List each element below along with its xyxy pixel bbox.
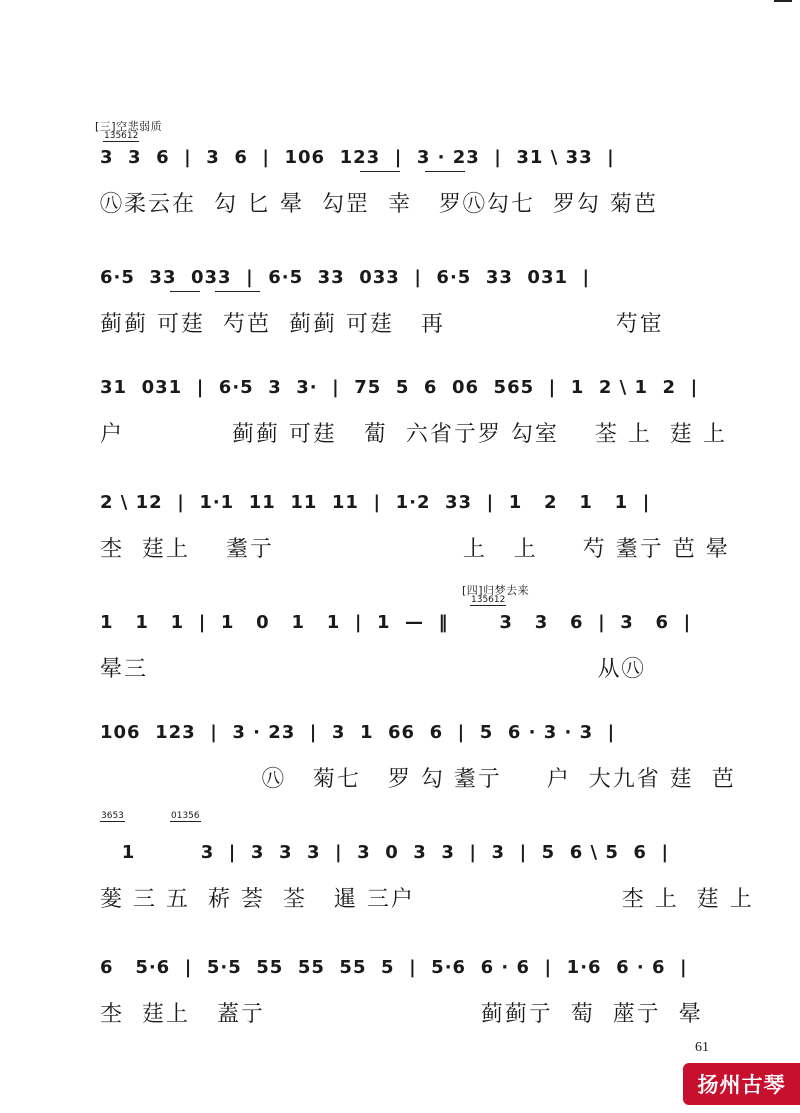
jianzipu-tablature: 杢 莛上 蓋亍 蓟蓟亍 萄 蓙亍 晕 [100,1002,703,1027]
jianpu-notes: 6·5 33 033 | 6·5 33 033 | 6·5 33 031 | [100,267,591,288]
jianzipu-tablature: 蓌 三 五 菥 荟 荃 暹 三户 杢 上 莛 上 [100,887,754,912]
section-label-3: [三]空悲弱质 [95,120,163,133]
jianpu-notes: 2 \ 12 | 1·1 11 11 11 | 1·2 33 | 1 2 1 1 | [100,492,651,513]
score-system-5 [100,600,730,682]
jianzipu-tablature: 蓟蓟 可莛 芍芭 蓟蓟 可莛 再 芍宦 [100,312,664,337]
jianzipu-tablature: 晕三 从㊇ [100,657,646,682]
grace-note: 135612 [104,131,139,141]
score-system-2 [100,255,730,337]
jianpu-notes: 6 5·6 | 5·5 55 55 55 5 | 5·6 6 · 6 | 1·6 6 · 6 | [100,957,688,978]
score-system-8 [100,945,730,1027]
watermark-text: 扬州古琴 [697,1073,786,1097]
score-system-4 [100,480,730,562]
jianpu-notes: 1 3 | 3 3 3 | 3 0 3 3 | 3 | 5 6 \ 5 6 | [100,842,670,863]
watermark-logo [683,1063,800,1105]
score-system-3 [100,365,730,447]
score-system-1 [100,135,730,217]
grace-note: 01356 [171,811,200,821]
page-number: 61 [695,1040,709,1055]
jianzipu-tablature: ㊇ 菊七 罗 勾 耋亍 户 大九省 莛 芭 [100,767,736,792]
score-system-7 [100,830,754,912]
jianzipu-tablature: 户 蓟蓟 可莛 蔔 六省亍罗 勾室 荃 上 莛 上 [100,422,727,447]
section-label-4: [四]归梦去来 [462,584,530,597]
grace-note: 3653 [101,811,124,821]
jianpu-notes: 1 1 1 | 1 0 1 1 | 1 — ‖ 3 3 6 | 3 6 | [100,612,692,633]
page-edge-mark [774,0,792,2]
jianzipu-tablature: ㊇柔云在 勾 匕 晕 勾罡 幸 罗㊇勾七 罗勾 菊芭 [100,192,658,217]
jianzipu-tablature: 杢 莛上 耋亍 上 上 芍 耋亍 芭 晕 [100,537,730,562]
score-system-6 [100,710,736,792]
jianpu-notes: 106 123 | 3 · 23 | 3 1 66 6 | 5 6 · 3 · 3 | [100,722,616,743]
jianpu-notes: 3 3 6 | 3 6 | 106 123 | 3 · 23 | 31 \ 33 | [100,147,615,168]
grace-note: 135612 [471,595,506,605]
jianpu-notes: 31 031 | 6·5 3 3· | 75 5 6 06 565 | 1 2 \ 1 2 | [100,377,699,398]
